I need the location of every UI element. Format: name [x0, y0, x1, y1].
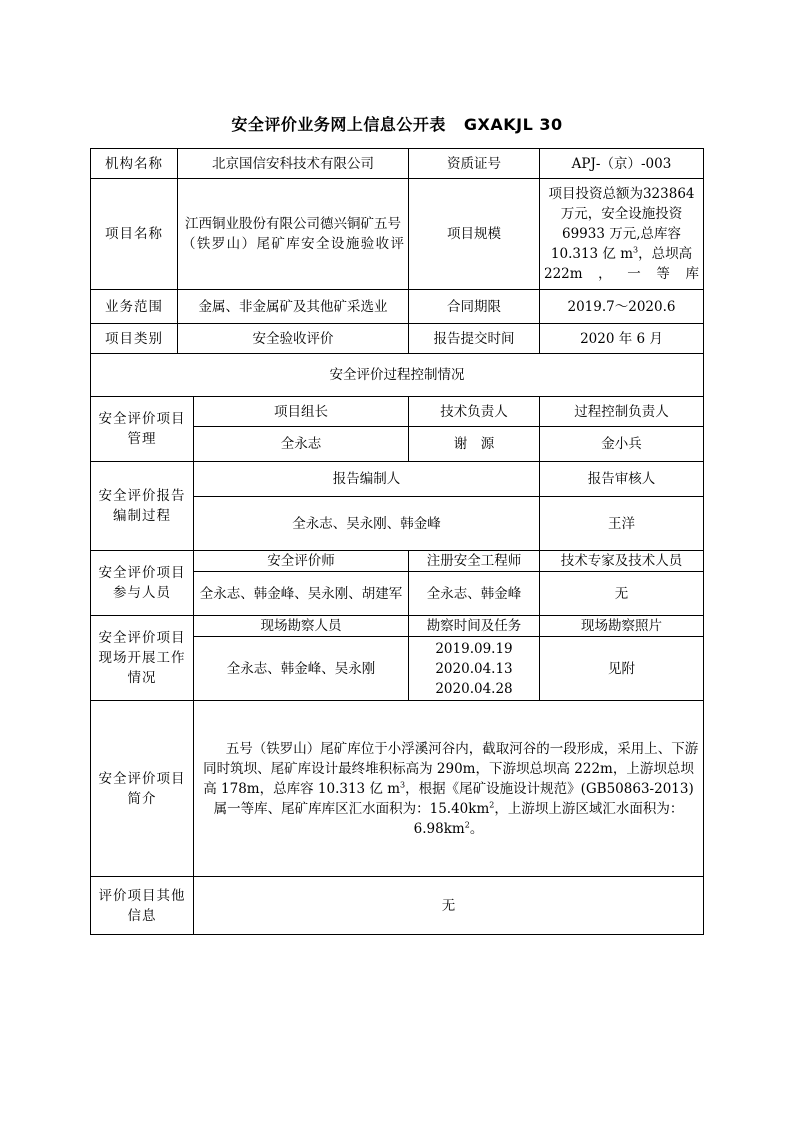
intro-sup-3: 2: [464, 820, 470, 829]
evaluators-value: 全永志、韩金峰、吴永刚、胡建军: [194, 572, 409, 616]
page-title: [0, 112, 794, 135]
period-label: 合同期限: [409, 290, 540, 324]
category-value: 安全验收评价: [178, 324, 409, 354]
survey-date: 2020.04.28: [435, 680, 513, 697]
survey-photo-value: 见附: [540, 637, 704, 701]
expert-label: 技术专家及技术人员: [540, 551, 704, 572]
scale-text-2: ，总坝高 222m，一等库: [544, 246, 699, 282]
project-name-value: 江西铜业股份有限公司德兴铜矿五号（铁罗山）尾矿库安全设施验收评: [178, 179, 409, 290]
scope-row: [91, 290, 704, 324]
category-label: 项目类别: [91, 324, 178, 354]
period-value: 2019.7～2020.6: [540, 290, 704, 324]
project-row: [91, 179, 704, 290]
intro-paragraph: [198, 739, 699, 839]
survey-staff-label: 现场勘察人员: [194, 616, 409, 637]
compile-label: 安全评价报告编制过程: [91, 462, 194, 551]
other-label: 评价项目其他信息: [91, 877, 194, 935]
survey-date: 2020.04.13: [435, 660, 513, 677]
survey-dates: [409, 637, 540, 701]
report-time-value: 2020 年 6 月: [540, 324, 704, 354]
survey-date: 2019.09.19: [435, 640, 513, 657]
intro-part-3: ，上游坝上游区域汇水面积为：6.98km: [413, 800, 684, 837]
process-header: 安全评价过程控制情况: [91, 354, 704, 397]
form-code: GXAKJL 30: [463, 115, 563, 134]
reviewer-label: 报告审核人: [540, 462, 704, 497]
other-row: [91, 877, 704, 935]
leader-value: 全永志: [194, 427, 409, 462]
intro-part-1: 五号（铁罗山）尾矿库位于小浮溪河谷内，截取河谷的一段形成，采用上、下游同时筑坝、尾矿库设计最终堆积标高为 290m，下游坝总坝高 222m，上游坝总坝高 178m，总库容 10.313 亿 m: [203, 740, 699, 797]
intro-sup-1: 3: [400, 780, 406, 789]
org-label: 机构名称: [91, 149, 178, 179]
compilers-value: 全永志、吴永刚、韩金峰: [194, 497, 540, 551]
experts-value: 无: [540, 572, 704, 616]
survey-time-label: 勘察时间及任务: [409, 616, 540, 637]
tech-label: 技术负责人: [409, 397, 540, 427]
disclosure-table: [90, 148, 704, 935]
participants-row-1: [91, 551, 704, 572]
intro-part-4: 。: [469, 820, 484, 837]
scope-label: 业务范围: [91, 290, 178, 324]
scope-value: 金属、非金属矿及其他矿采选业: [178, 290, 409, 324]
compile-row-1: [91, 462, 704, 497]
cert-value: APJ-（京）-003: [540, 149, 704, 179]
project-scale-label: 项目规模: [409, 179, 540, 290]
intro-label: 安全评价项目简介: [91, 701, 194, 877]
control-label: 过程控制负责人: [540, 397, 704, 427]
management-label: 安全评价项目管理: [91, 397, 194, 462]
participants-label: 安全评价项目参与人员: [91, 551, 194, 616]
other-value: 无: [194, 877, 704, 935]
category-row: [91, 324, 704, 354]
leader-label: 项目组长: [194, 397, 409, 427]
project-scale-value: [540, 179, 704, 290]
intro-row: [91, 701, 704, 877]
engineers-value: 全永志、韩金峰: [409, 572, 540, 616]
survey-photo-label: 现场勘察照片: [540, 616, 704, 637]
compiler-label: 报告编制人: [194, 462, 540, 497]
scale-text-1: 项目投资总额为323864 万元，安全设施投资 69933 万元,总库容 10.313 亿 m: [548, 186, 695, 262]
report-time-label: 报告提交时间: [409, 324, 540, 354]
tech-value: 谢 源: [409, 427, 540, 462]
survey-label: 安全评价项目现场开展工作情况: [91, 616, 194, 701]
control-value: 金小兵: [540, 427, 704, 462]
survey-row-1: [91, 616, 704, 637]
intro-part-2: ，根据《尾矿设施设计规范》(GB50863-2013)属一等库、尾矿库库区汇水面积为：15.40km: [213, 780, 694, 817]
intro-sup-2: 2: [489, 800, 495, 809]
org-row: [91, 149, 704, 179]
process-header-row: [91, 354, 704, 397]
management-row-1: [91, 397, 704, 427]
evaluator-label: 安全评价师: [194, 551, 409, 572]
reviewer-value: 王洋: [540, 497, 704, 551]
survey-staff-value: 全永志、韩金峰、吴永刚: [194, 637, 409, 701]
cubic-sup: 3: [633, 245, 639, 255]
org-value: 北京国信安科技术有限公司: [178, 149, 409, 179]
engineer-label: 注册安全工程师: [409, 551, 540, 572]
project-name-label: 项目名称: [91, 179, 178, 290]
title-text: 安全评价业务网上信息公开表: [231, 115, 446, 134]
intro-text: [194, 701, 704, 877]
cert-label: 资质证号: [409, 149, 540, 179]
